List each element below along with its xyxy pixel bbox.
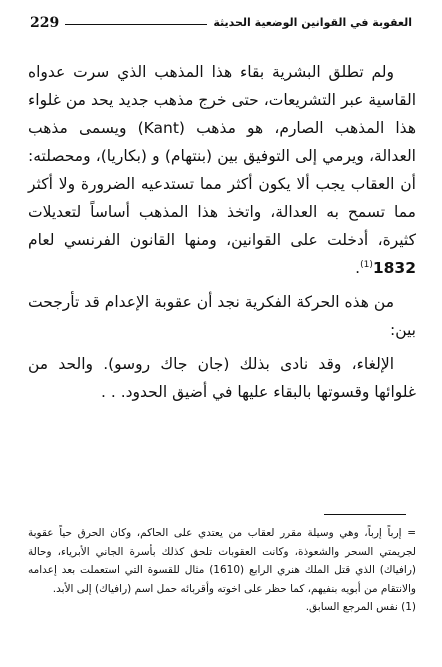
footnote-1: (1) نفس المرجع السابق. xyxy=(305,601,416,613)
footnote-separator xyxy=(324,514,406,515)
year-1832: 1832 xyxy=(372,259,416,277)
paragraph-2: من هذه الحركة الفكرية نجد أن عقوبة الإعدام قد تأرجحت بين: xyxy=(28,293,416,339)
paragraph-3: الإلغاء، وقد نادى بذلك (جان جاك روسو). والحد من غلوائها وقسوتها بالبقاء عليها في أضيق الحدود. . . xyxy=(28,355,416,401)
paragraph-1-end: . xyxy=(355,259,361,277)
footnote-continued: = إرباً إرباً، وهي وسيلة مقرر لعقاب من يعتدي على الحاكم، وكان الحرق حياً عقوبة لجريمتي السحر والشعوذة، وكانت العقوبات تلحق كذلك بأسرة الجاني الأبرياء، وحالة (رافياك) الذي قتل الملك هنري الرابع (1610) مثال للقسوة التي استعملت بعد إعدامه والانتقام من أبويه بنفيهم، كما حظر على اخوته وأقربائه حمل اسم (رافياك) إلى الأبد. xyxy=(28,527,416,595)
footnotes xyxy=(28,524,416,617)
running-title: العقوبة في القوانين الوضعية الحديثة xyxy=(213,16,412,29)
paragraph-1 xyxy=(28,58,416,282)
page-number: 229 xyxy=(30,15,60,31)
running-header xyxy=(30,14,412,38)
footnote-ref-1: (1) xyxy=(360,259,373,270)
body-text xyxy=(28,58,416,412)
paragraph-1-text: ولم تطلق البشرية بقاء هذا المذهب الذي سرت عدواه القاسية عبر التشريعات، حتى خرج مذهب جديد يحد من غلواء هذا المذهب الصارم، هو مذهب (Kant) ويسمى مذهب العدالة، ويرمي إلى التوفيق بين (بنتهام) و (بكاريا)، ومحصلته: أن العقاب يجب ألا يكون أكثر مما تستدعيه الضرورة ولا أكثر مما تسمح به العدالة، واتخذ هذا المذهب أساساً لتعديلات كثيرة، أدخلت على القوانين، ومنها القانون الفرنسي لعام xyxy=(28,63,416,249)
header-rule xyxy=(65,24,207,25)
